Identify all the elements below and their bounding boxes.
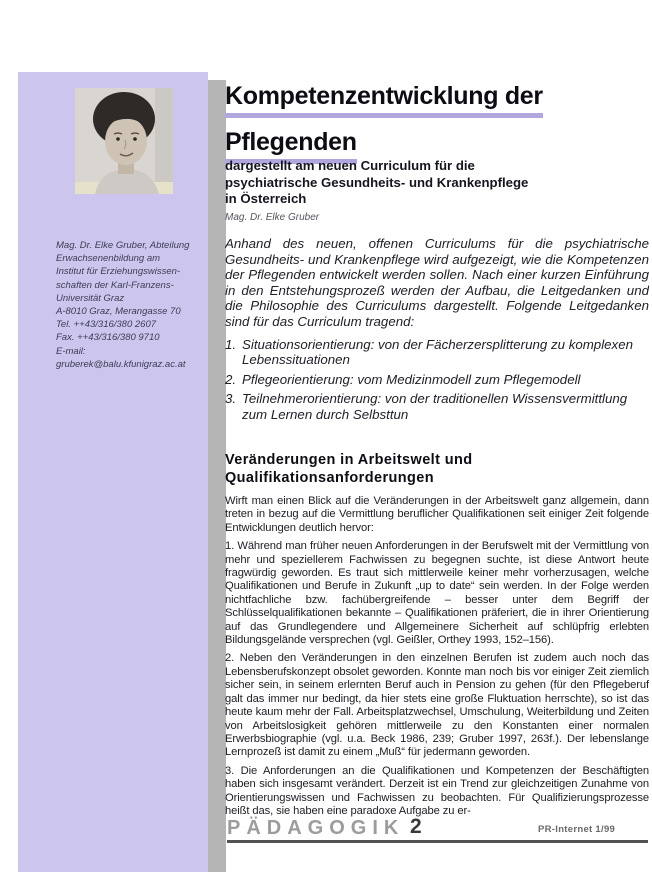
section-heading [225,452,649,487]
sidebar-shadow [208,80,226,872]
list-item-text: Teilnehmerorientierung: von der traditionellen Wissensvermittlung zum Lernen durch Selbsttun [242,391,628,422]
list-item-number: 3. [225,391,237,407]
author-contact-line: Universität Graz [56,292,125,304]
author-contact-line: Tel. ++43/316/380 2607 [56,319,157,331]
author-portrait-photo [75,88,173,194]
author-contact-line: Erwachsenenbildung am [56,253,161,265]
article-subtitle-line: dargestellt am neuen Curriculum für die [225,158,475,173]
list-item [225,391,649,422]
guiding-principles-list [225,337,649,423]
list-item-text: Situationsorientierung: von der Fächerzersplitterung zu komplexen Lebenssituationen [242,336,633,368]
portrait-image [75,88,173,194]
abstract-text: Anhand des neuen, offenen Curriculums für die psychiatrische Gesundheits- und Krankenpflege wird aufgezeigt, wie die Kompetenzen der Pflegenden entwickelt werden sollen. Nach einer kurzen Einführung in den Entstehungsprozeß werden der Aufbau, die Leitgedanken und die Philosophie des Curriculums dargestellt. Folgende Leitgedanken sind für das Curriculum tragend: [225,236,649,329]
section-heading-line: Veränderungen in Arbeitswelt und [225,452,473,468]
body-paragraph: 3. Die Anforderungen an die Qualifikationen und Kompetenzen der Beschäftigten haben sich insgesamt verändert. Derzeit ist ein Trend zur gleichzeitigen Zunahme von Orientierungswissen und Fachwissen zu beobachten. Für Qualifizierungsprozesse heißt das, sie haben eine paradoxe Aufgabe zu er- [225,764,649,817]
author-contact-line: A-8010 Graz, Merangasse 70 [56,306,181,318]
body-paragraph: 2. Neben den Veränderungen in den einzelnen Berufen ist zudem auch noch das Lebensberufskonzept obsolet geworden. Konnte man noch bis vor einiger Zeit ziemlich sicher sein, in seinem erlernten Beruf auch in Pension zu gehen (für den Pflegeberuf galt das immer nur bedingt, da hier stets eine große Fluktuation herrschte), so ist das heute kaum mehr der Fall. Arbeitsplatzwechsel, Umschulung, Weiterbildung und Zeiten von Arbeitslosigkeit gehören mittlerweile zu den Konstanten einer normalen Erwerbsbiographie (vgl. u.a. Beck 1986, 239; Gruber 1997, 263f.). Der lebenslange Lernprozeß ist damit zu einem „Muß“ für jedermann geworden. [225,652,649,759]
list-item [225,372,649,388]
article-subtitle [225,158,528,208]
article-byline: Mag. Dr. Elke Gruber [225,212,320,223]
article-title-line: Kompetenzentwicklung der [225,83,543,118]
abstract-block [225,236,649,448]
body-paragraph: 1. Während man früher neuen Anforderungen in der Berufswelt mit der Vermittlung von mehr und speziellerem Fachwissen zu begegnen suchte, ist diese Antwort heute fragwürdig geworden. Es traut sich mittlerweile keiner mehr vorherzusagen, welche Qualifikationen und Berufe in Zukunft „up to date“ sein werden. In der Folge werden nichtfachliche bzw. fachübergreifende – besser unter dem Begriff der Schlüsselqualifikationen bekannte – Qualifikationen präferiert, die in ihrer Orientierung auf das Grundlegendere und Allgemeinere Sicherheit auf schlüpfrig erlebten Bildungsgelände versprechen (vgl. Geißler, Orthey 1993, 152–156). [225,540,649,647]
list-item-number: 1. [225,336,237,352]
author-contact-line: Institut für Erziehungswissen- [56,266,181,278]
footer-rule [227,840,648,843]
article-body [225,452,649,818]
article-title-line: Pflegenden [225,129,357,164]
journal-issue-label: PR-Internet 1/99 [538,824,616,835]
body-paragraph: Wirft man einen Blick auf die Veränderungen in der Arbeitswelt ganz allgemein, dann treten in bezug auf die Vermittlung beruflicher Qualifikationen seit einiger Zeit folgende Entwicklungen deutlich hervor: [225,495,649,534]
list-item-text: Pflegeorientierung: vom Medizinmodell zum Pflegemodell [242,371,581,387]
author-email: gruberek@balu.kfunigraz.ac.at [56,358,186,370]
article-subtitle-line: psychiatrische Gesundheits- und Krankenpflege [225,174,529,190]
page-number: 2 [410,815,422,838]
author-contact-block [56,239,208,371]
list-item-number: 2. [225,371,237,387]
author-contact-line: schaften der Karl-Franzens- [56,279,174,291]
author-sidebar [18,72,208,872]
list-item [225,337,649,368]
article-subtitle-line: in Österreich [225,191,307,206]
journal-section-name: PÄDAGOGIK [227,817,405,839]
author-contact-line: E-mail: [56,345,86,357]
section-heading-line: Qualifikationsanforderungen [225,469,434,486]
author-contact-line: Fax. ++43/316/380 9710 [56,332,160,344]
author-contact-line: Mag. Dr. Elke Gruber, Abteilung [56,240,190,251]
